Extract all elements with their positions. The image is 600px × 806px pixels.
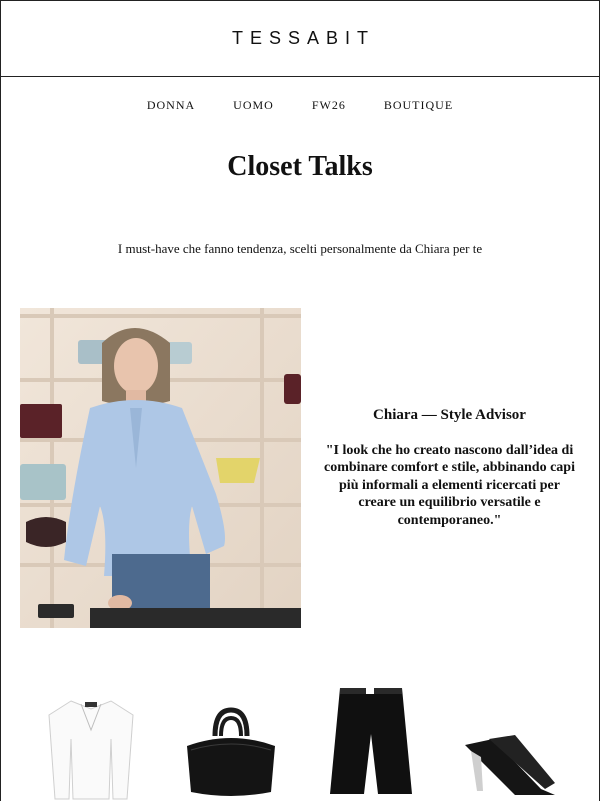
page-title: Closet Talks	[227, 151, 373, 182]
white-shirt-icon	[41, 696, 141, 801]
nav-item-boutique[interactable]: BOUTIQUE	[383, 98, 454, 112]
black-shorts-icon	[326, 684, 416, 796]
advisor-photo-illustration	[20, 308, 301, 628]
product-white-shirt[interactable]	[41, 696, 141, 806]
page-subtitle: I must-have che fanno tendenza, scelti personalmente da Chiara per te	[117, 241, 483, 256]
header	[1, 1, 599, 77]
product-black-handbag[interactable]	[181, 706, 281, 806]
nav-item-uomo[interactable]: UOMO	[233, 98, 274, 112]
black-handbag-icon	[181, 706, 281, 801]
product-row	[1, 676, 599, 801]
product-black-shorts[interactable]	[326, 684, 416, 801]
product-black-mules[interactable]	[461, 721, 561, 806]
nav-item-fw26[interactable]: FW26	[311, 98, 346, 112]
brand-logo[interactable]: TESSABIT	[231, 28, 376, 48]
advisor-quote: "I look che ho creato nascono dall’idea di combinare comfort e stile, abbinando capi più informali a elementi ricercati per creare un equilibrio versatile e contemporaneo."	[324, 442, 575, 528]
black-mules-icon	[461, 721, 561, 801]
nav-item-donna[interactable]: DONNA	[146, 98, 196, 112]
advisor-feature	[20, 308, 598, 628]
advisor-name: Chiara — Style Advisor	[373, 406, 526, 423]
main-nav	[1, 98, 599, 113]
advisor-photo[interactable]	[20, 308, 301, 628]
advisor-text	[301, 308, 598, 628]
